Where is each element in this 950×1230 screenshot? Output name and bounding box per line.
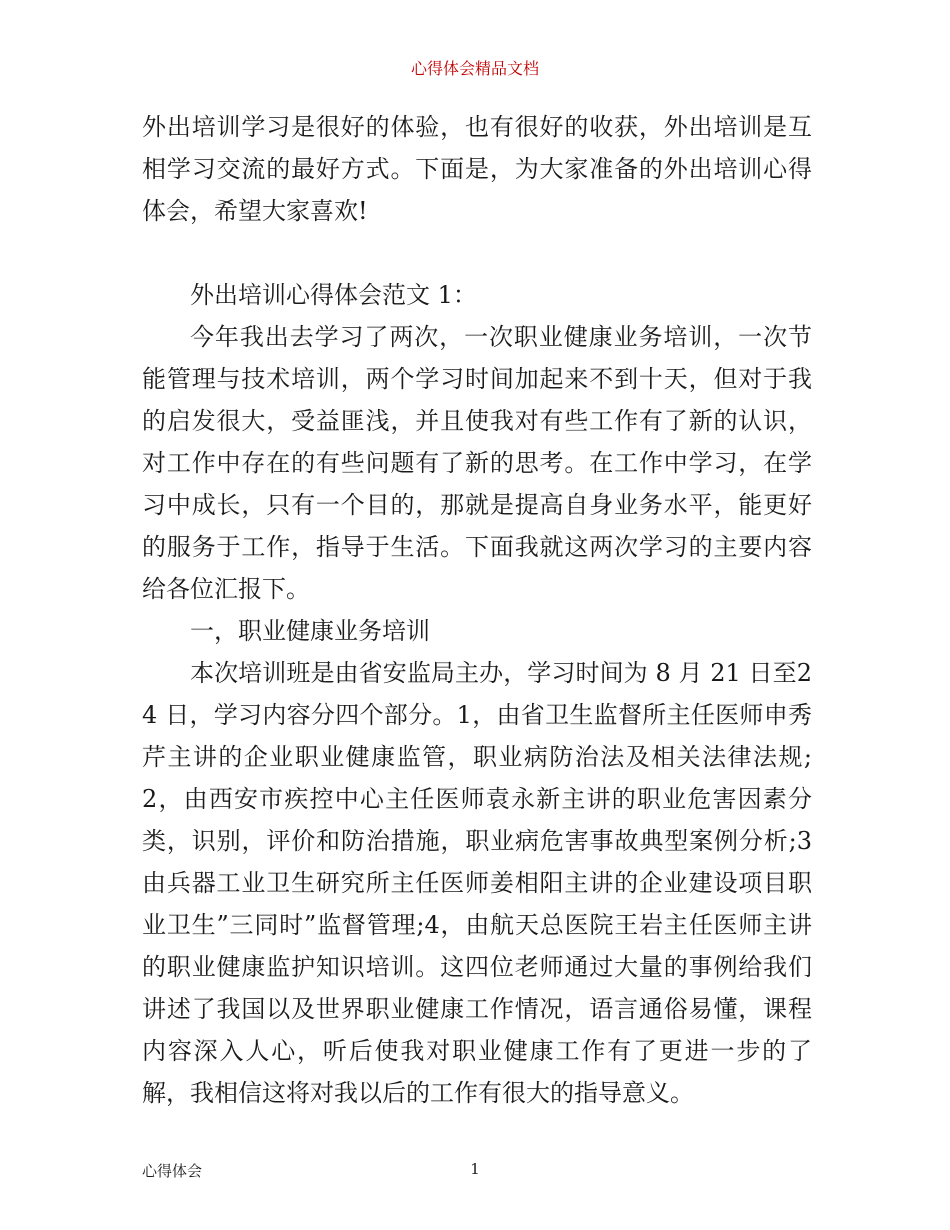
- footer-label: 心得体会: [142, 1162, 203, 1180]
- page-number: 1: [470, 1160, 480, 1178]
- subheading: 一，职业健康业务培训: [190, 617, 430, 645]
- section-title: 外出培训心得体会范文 1：: [190, 281, 477, 309]
- body-paragraph: 今年我出去学习了两次，一次职业健康业务培训，一次节能管理与技术培训，两个学习时间加起来不到十天，但对于我的启发很大，受益匪浅，并且使我对有些工作有了新的认识，对工作中存在的有些问题有了新的思考。在工作中学习，在学习中成长，只有一个目的，那就是提高自身业务水平，能更好的服务于工作，指导于生活。下面我就这两次学习的主要内容给各位汇报下。: [142, 323, 812, 603]
- body-paragraph: 本次培训班是由省安监局主办，学习时间为 8 月 21 日至24 日，学习内容分四个部分。1，由省卫生监督所主任医师申秀芹主讲的企业职业健康监管，职业病防治法及相关法律法规;2，由西安市疾控中心主任医师袁永新主讲的职业危害因素分类，识别，评价和防治措施，职业病危害事故典型案例分析;3 由兵器工业卫生研究所主任医师姜相阳主讲的企业建设项目职业卫生”三同时”监督管理;4，由航天总医院王岩主任医师主讲的职业健康监护知识培训。这四位老师通过大量的事例给我们讲述了我国以及世界职业健康工作情况，语言通俗易懂，课程内容深入人心，听后使我对职业健康工作有了更进一步的了解，我相信这将对我以后的工作有很大的指导意义。: [142, 659, 812, 1107]
- intro-paragraph: 外出培训学习是很好的体验，也有很好的收获，外出培训是互相学习交流的最好方式。下面是，为大家准备的外出培训心得体会，希望大家喜欢!: [142, 113, 812, 225]
- page-header: 心得体会精品文档: [410, 59, 539, 78]
- document-body: [142, 106, 812, 1114]
- paragraph-gap: [142, 232, 812, 274]
